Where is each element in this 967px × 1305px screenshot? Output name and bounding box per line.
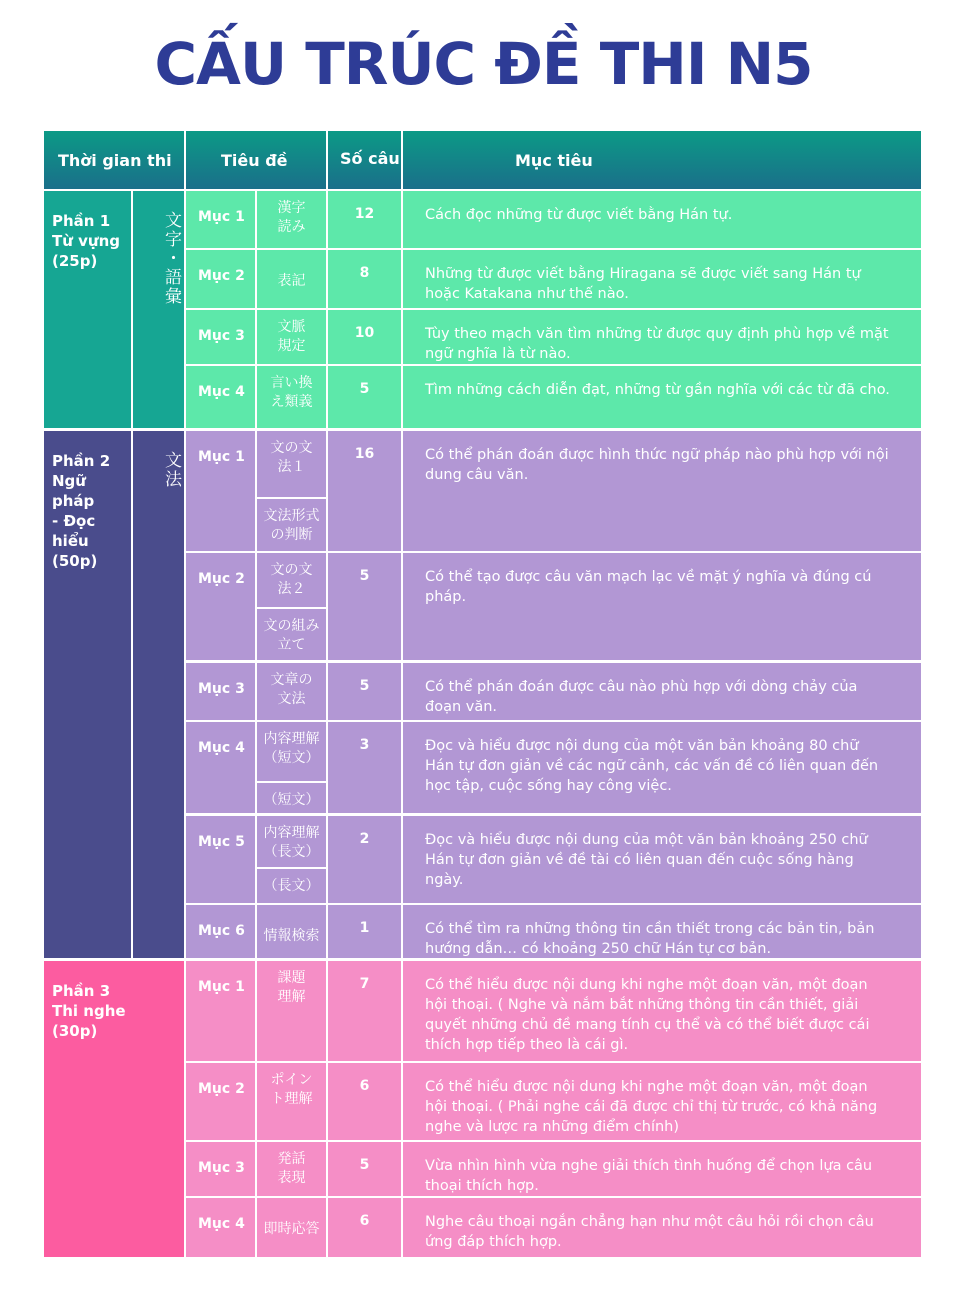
row-count: 5 (328, 553, 401, 660)
row-goal: Vừa nhìn hình vừa nghe giải thích tình huống để chọn lựa câu thoại thích hợp. (403, 1142, 921, 1196)
row-goal: Có thể tạo được câu văn mạch lạc về mặt ý nghĩa và đúng cú pháp. (403, 553, 921, 660)
section-label-2: 文法 (133, 431, 184, 958)
part-name-1: Phần 1 Từ vựng (25p) (44, 191, 131, 428)
row-muc: Mục 4 (186, 366, 255, 428)
row-count: 5 (328, 663, 401, 720)
header-count: Số câu (328, 131, 401, 189)
row-muc: Mục 5 (186, 816, 255, 903)
row-count: 12 (328, 191, 401, 248)
part-name-2: Phần 2 Ngữ pháp - Đọc hiểu (50p) (44, 431, 131, 958)
part-name-3: Phần 3 Thi nghe (30p) (44, 961, 184, 1257)
row-subtitle-detail: 文法形式 の判断 (257, 499, 326, 551)
header-topic: Tiêu đề (186, 131, 326, 189)
row-muc: Mục 4 (186, 722, 255, 813)
row-muc: Mục 1 (186, 191, 255, 248)
row-goal: Đọc và hiểu được nội dung của một văn bản khoảng 250 chữ Hán tự đơn giản về đề tài có liên quan đến cuộc sống hàng ngày. (403, 816, 921, 903)
row-muc: Mục 1 (186, 431, 255, 551)
row-muc: Mục 6 (186, 905, 255, 958)
row-subtitle: 内容理解 （短文） (257, 722, 326, 781)
row-subtitle: 内容理解 （長文） (257, 816, 326, 867)
row-subtitle: 文章の 文法 (257, 663, 326, 720)
row-subtitle: 文脈 規定 (257, 310, 326, 364)
row-subtitle: ポイン ト理解 (257, 1063, 326, 1140)
header-goal: Mục tiêu (403, 131, 921, 189)
row-goal: Có thể tìm ra những thông tin cần thiết trong các bản tin, bản hướng dẫn… có khoảng 250 chữ Hán tự cơ bản. (403, 905, 921, 958)
row-count: 16 (328, 431, 401, 551)
row-goal: Có thể hiểu được nội dung khi nghe một đoạn văn, một đoạn hội thoại. ( Nghe và nắm bắt những thông tin cần thiết, giải quyết những chủ đề mang tính cụ thể và có thể biết được cái thích hợp tiếp theo là cái gì. (403, 961, 921, 1061)
row-goal: Cách đọc những từ được viết bằng Hán tự. (403, 191, 921, 248)
row-muc: Mục 4 (186, 1198, 255, 1257)
row-count: 8 (328, 250, 401, 308)
page-title: CẤU TRÚC ĐỀ THI N5 (154, 30, 813, 98)
row-subtitle: 文の文 法２ (257, 553, 326, 607)
row-goal: Tìm những cách diễn đạt, những từ gần nghĩa với các từ đã cho. (403, 366, 921, 428)
row-subtitle: 文の文 法１ (257, 431, 326, 497)
section-label-1: 文字・語彙 (133, 191, 184, 428)
row-subtitle: 漢字 読み (257, 191, 326, 248)
row-goal: Tùy theo mạch văn tìm những từ được quy định phù hợp về mặt ngữ nghĩa là từ nào. (403, 310, 921, 364)
row-muc: Mục 2 (186, 553, 255, 660)
row-count: 6 (328, 1063, 401, 1140)
row-subtitle: 課題 理解 (257, 961, 326, 1061)
row-goal: Những từ được viết bằng Hiragana sẽ được viết sang Hán tự hoặc Katakana như thế nào. (403, 250, 921, 308)
row-count: 5 (328, 1142, 401, 1196)
row-goal: Có thể phán đoán được hình thức ngữ pháp nào phù hợp với nội dung câu văn. (403, 431, 921, 551)
row-goal: Có thể hiểu được nội dung khi nghe một đoạn văn, một đoạn hội thoại. ( Phải nghe cái đã được chỉ thị từ trước, có khả năng nghe và lược ra những điểm chính) (403, 1063, 921, 1140)
row-count: 10 (328, 310, 401, 364)
row-muc: Mục 3 (186, 1142, 255, 1196)
row-muc: Mục 2 (186, 250, 255, 308)
row-subtitle-detail: （長文） (257, 869, 326, 903)
row-count: 6 (328, 1198, 401, 1257)
row-subtitle: 発話 表現 (257, 1142, 326, 1196)
row-count: 2 (328, 816, 401, 903)
row-count: 5 (328, 366, 401, 428)
row-muc: Mục 3 (186, 310, 255, 364)
row-subtitle: 表記 (257, 250, 326, 308)
row-subtitle: 情報検索 (257, 905, 326, 958)
row-muc: Mục 2 (186, 1063, 255, 1140)
row-subtitle-detail: 文の組み 立て (257, 609, 326, 660)
row-muc: Mục 1 (186, 961, 255, 1061)
row-goal: Có thể phán đoán được câu nào phù hợp với dòng chảy của đoạn văn. (403, 663, 921, 720)
row-count: 3 (328, 722, 401, 813)
row-goal: Nghe câu thoại ngắn chẳng hạn như một câu hỏi rồi chọn câu ứng đáp thích hợp. (403, 1198, 921, 1257)
row-subtitle: 即時応答 (257, 1198, 326, 1257)
row-count: 7 (328, 961, 401, 1061)
row-subtitle: 言い換 え類義 (257, 366, 326, 428)
header-time: Thời gian thi (44, 131, 184, 189)
row-count: 1 (328, 905, 401, 958)
row-muc: Mục 3 (186, 663, 255, 720)
row-goal: Đọc và hiểu được nội dung của một văn bản khoảng 80 chữ Hán tự đơn giản về các ngữ cảnh, các vấn đề có liên quan đến học tập, cuộc sống hay công việc. (403, 722, 921, 813)
row-subtitle-detail: （短文） (257, 783, 326, 813)
